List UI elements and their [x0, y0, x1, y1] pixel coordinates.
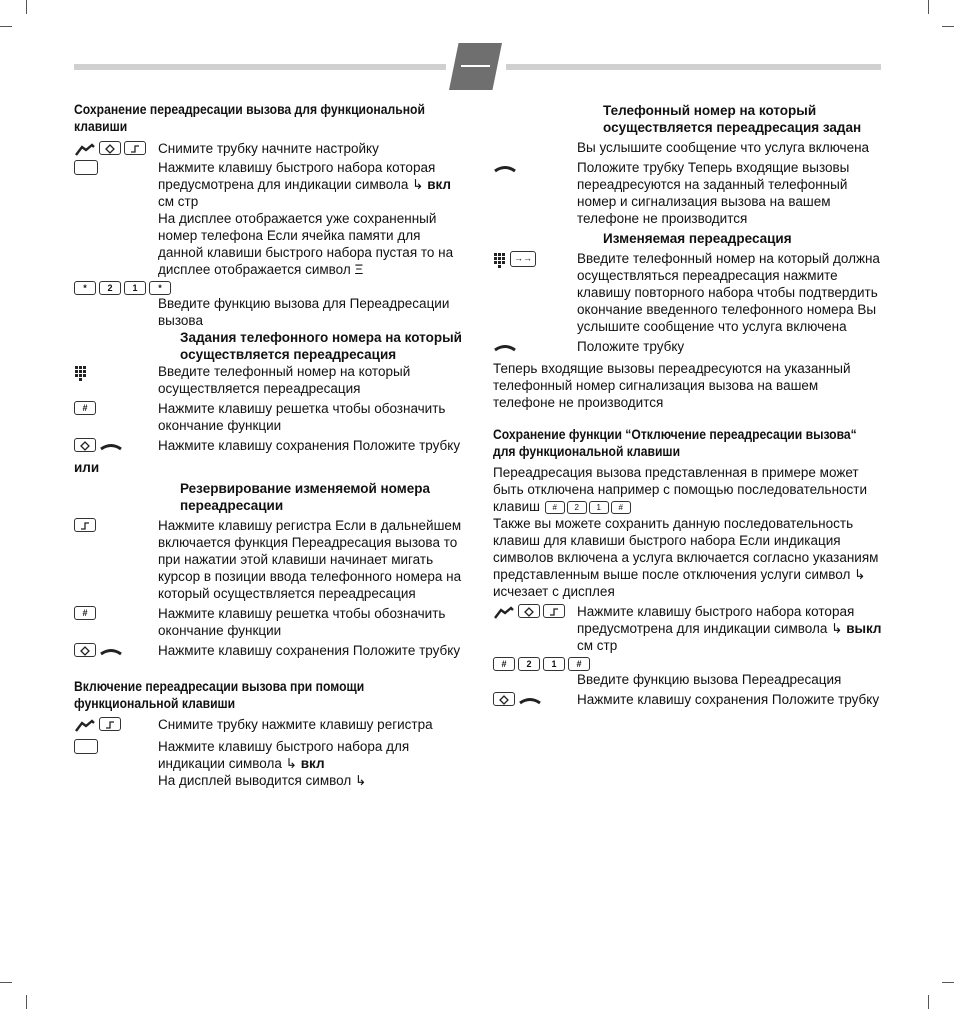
step-row — [493, 338, 883, 357]
step-row — [493, 691, 883, 710]
key-star: * — [149, 281, 171, 295]
handset-down-icon — [518, 692, 542, 710]
text-part: На дисплее отображается уже сохраненный номер телефона Если ячейка памяти для данной клавиши быстрого набора пустая то на дисплее отображается символ — [158, 211, 454, 277]
step-text: Нажмите клавишу регистра Если в дальнейшем включается функция Переадресация вызова то при нажатии этой клавиши начинает мигать курсор в позиции ввода телефонного номера на который осуществляется переадресация — [158, 518, 462, 601]
register-key-icon — [543, 604, 565, 618]
text-part: Нажмите клавишу быстрого набора для индикации символа — [158, 739, 410, 771]
key-1: 1 — [589, 501, 609, 514]
key-hash: # — [545, 501, 565, 514]
register-key-icon — [74, 518, 96, 532]
redial-key-icon: →→ — [510, 251, 536, 267]
text-bold: вкл — [300, 756, 325, 771]
step-row — [74, 400, 464, 434]
sub-heading: Задания телефонного номера на который осуществляется переадресация — [180, 330, 462, 362]
step-row — [493, 250, 883, 335]
key-2: 2 — [99, 281, 121, 295]
forward-symbol-icon: ↳ — [354, 773, 367, 788]
key-hash: # — [611, 501, 631, 514]
step-text: Нажмите клавишу сохранения Положите трубку — [577, 692, 880, 707]
step-text — [158, 738, 464, 789]
step-text: Введите телефонный номер на который должна осуществляться переадресация нажмите клавишу повторного набора чтобы подтвердить окончание введенного телефонного номера Вы услышите сообщение что услуга включена — [577, 251, 880, 334]
forward-symbol-icon: ↳ — [412, 177, 424, 192]
handset-lift-icon — [74, 141, 96, 159]
sub-row — [493, 102, 883, 136]
section-title: Сохранение переадресации вызова для функциональной клавиши — [74, 102, 425, 134]
step-text: Нажмите клавишу сохранения Положите трубку — [158, 643, 461, 658]
step-row — [493, 159, 883, 227]
step-row — [74, 363, 464, 397]
step-row — [74, 716, 464, 735]
step-text — [158, 159, 464, 278]
text-part: Нажмите клавишу быстрого набора которая предусмотрена для индикации символа — [577, 604, 855, 636]
text-part: Также вы можете сохранить данную последовательность клавиш для клавиши быстрого набора Если индикация символов включена а услуга включается согласно указаниям представленным выше после отключения услуги символ — [493, 516, 879, 582]
crop-mark — [0, 26, 12, 27]
key-1: 1 — [124, 281, 146, 295]
speed-dial-key-icon — [74, 160, 98, 175]
step-text: Введите функцию вызова для Переадресации вызова — [158, 296, 450, 328]
key-1: 1 — [543, 657, 565, 671]
keypad-icon — [74, 364, 88, 382]
page-tab — [449, 43, 502, 90]
step-text: Положите трубку Теперь входящие вызовы переадресуются на заданный телефонный номер и сигнализация вызова на вашем телефоне не производится — [577, 160, 850, 226]
right-column — [493, 102, 883, 710]
header-bar-right — [506, 64, 881, 70]
step-row — [74, 517, 464, 602]
step-row — [74, 738, 464, 789]
step-text — [577, 603, 883, 654]
key-2: 2 — [567, 501, 587, 514]
crop-mark — [928, 0, 929, 14]
text-bold: выкл — [846, 621, 882, 636]
text-part: Переадресация вызова представленная в примере может быть отключена например с помощью последовательности клавиш — [493, 465, 868, 514]
sub-row — [74, 480, 464, 514]
handset-down-icon — [99, 438, 123, 456]
save-key-icon — [99, 141, 121, 155]
section-title: Включение переадресации вызова при помощи функциональной клавиши — [74, 679, 365, 711]
or-label: или — [74, 460, 100, 475]
register-key-icon — [124, 141, 146, 155]
register-key-icon — [99, 717, 121, 731]
crop-mark — [942, 26, 954, 27]
crop-mark — [942, 982, 954, 983]
forward-symbol-icon: ↳ — [854, 567, 866, 582]
handset-down-icon — [493, 339, 517, 357]
text-bold: вкл — [427, 177, 451, 192]
forward-symbol-icon: ↳ — [831, 621, 843, 636]
step-text: Введите функцию вызова Переадресация — [577, 672, 842, 687]
speed-dial-key-icon — [74, 739, 98, 754]
key-2: 2 — [518, 657, 540, 671]
step-text: Нажмите клавишу сохранения Положите трубку — [158, 438, 461, 453]
forward-symbol-icon: ↳ — [285, 756, 297, 771]
text-part: Нажмите клавишу быстрого набора которая предусмотрена для индикации символа — [158, 160, 436, 192]
step-text: Снимите трубку нажмите клавишу регистра — [158, 717, 433, 732]
crop-mark — [26, 995, 27, 1009]
key-hash: # — [74, 401, 96, 415]
crop-mark — [928, 995, 929, 1009]
step-row — [74, 280, 464, 295]
text-part: см стр — [577, 638, 618, 653]
step-text: Вы услышите сообщение что услуга включена — [577, 140, 870, 155]
handset-down-icon — [99, 643, 123, 661]
key-hash: # — [493, 657, 515, 671]
step-row — [493, 671, 883, 688]
handset-down-icon — [493, 160, 517, 178]
section-title: Сохранение функции “Отключение переадресации вызова“ для функциональной клавиши — [493, 427, 857, 459]
sub-row — [493, 230, 883, 247]
paragraph: Теперь входящие вызовы переадресуются на указанный телефонный номер сигнализация вызова на вашем телефоне не производится — [493, 361, 851, 410]
step-row — [74, 295, 464, 329]
keypad-icon — [493, 251, 507, 269]
step-text: Нажмите клавишу решетка чтобы обозначить окончание функции — [158, 606, 446, 638]
key-hash: # — [74, 606, 96, 620]
paragraph — [493, 464, 883, 600]
key-hash: # — [568, 657, 590, 671]
step-row — [74, 642, 464, 661]
save-key-icon — [74, 643, 96, 657]
sub-row — [74, 329, 464, 363]
text-part: см стр — [158, 194, 199, 209]
step-text: Положите трубку — [577, 339, 685, 354]
step-text: Снимите трубку начните настройку — [158, 141, 379, 156]
crop-mark — [0, 982, 12, 983]
empty-symbol: Ξ — [354, 262, 364, 277]
handset-lift-icon — [74, 717, 96, 735]
sub-heading: Изменяемая переадресация — [603, 231, 792, 246]
sub-heading: Телефонный номер на который осуществляется переадресация задан — [603, 103, 862, 135]
step-row — [74, 159, 464, 278]
step-row — [493, 603, 883, 654]
step-row — [74, 140, 464, 159]
save-key-icon — [518, 604, 540, 618]
header-bar-left — [74, 64, 446, 70]
text-part: На дисплей выводится символ — [158, 773, 355, 788]
key-star: * — [74, 281, 96, 295]
step-row — [493, 656, 883, 671]
step-text: Нажмите клавишу решетка чтобы обозначить окончание функции — [158, 401, 446, 433]
save-key-icon — [74, 438, 96, 452]
step-row — [74, 437, 464, 456]
step-text: Введите телефонный номер на который осуществляется переадресация — [158, 364, 411, 396]
save-key-icon — [493, 692, 515, 706]
text-part: исчезает с дисплея — [493, 584, 615, 599]
handset-lift-icon — [493, 604, 515, 622]
sub-heading: Резервирование изменяемой номера переадресации — [180, 481, 431, 513]
step-row — [493, 139, 883, 156]
crop-mark — [26, 0, 27, 14]
left-column — [74, 102, 464, 789]
step-row — [74, 605, 464, 639]
